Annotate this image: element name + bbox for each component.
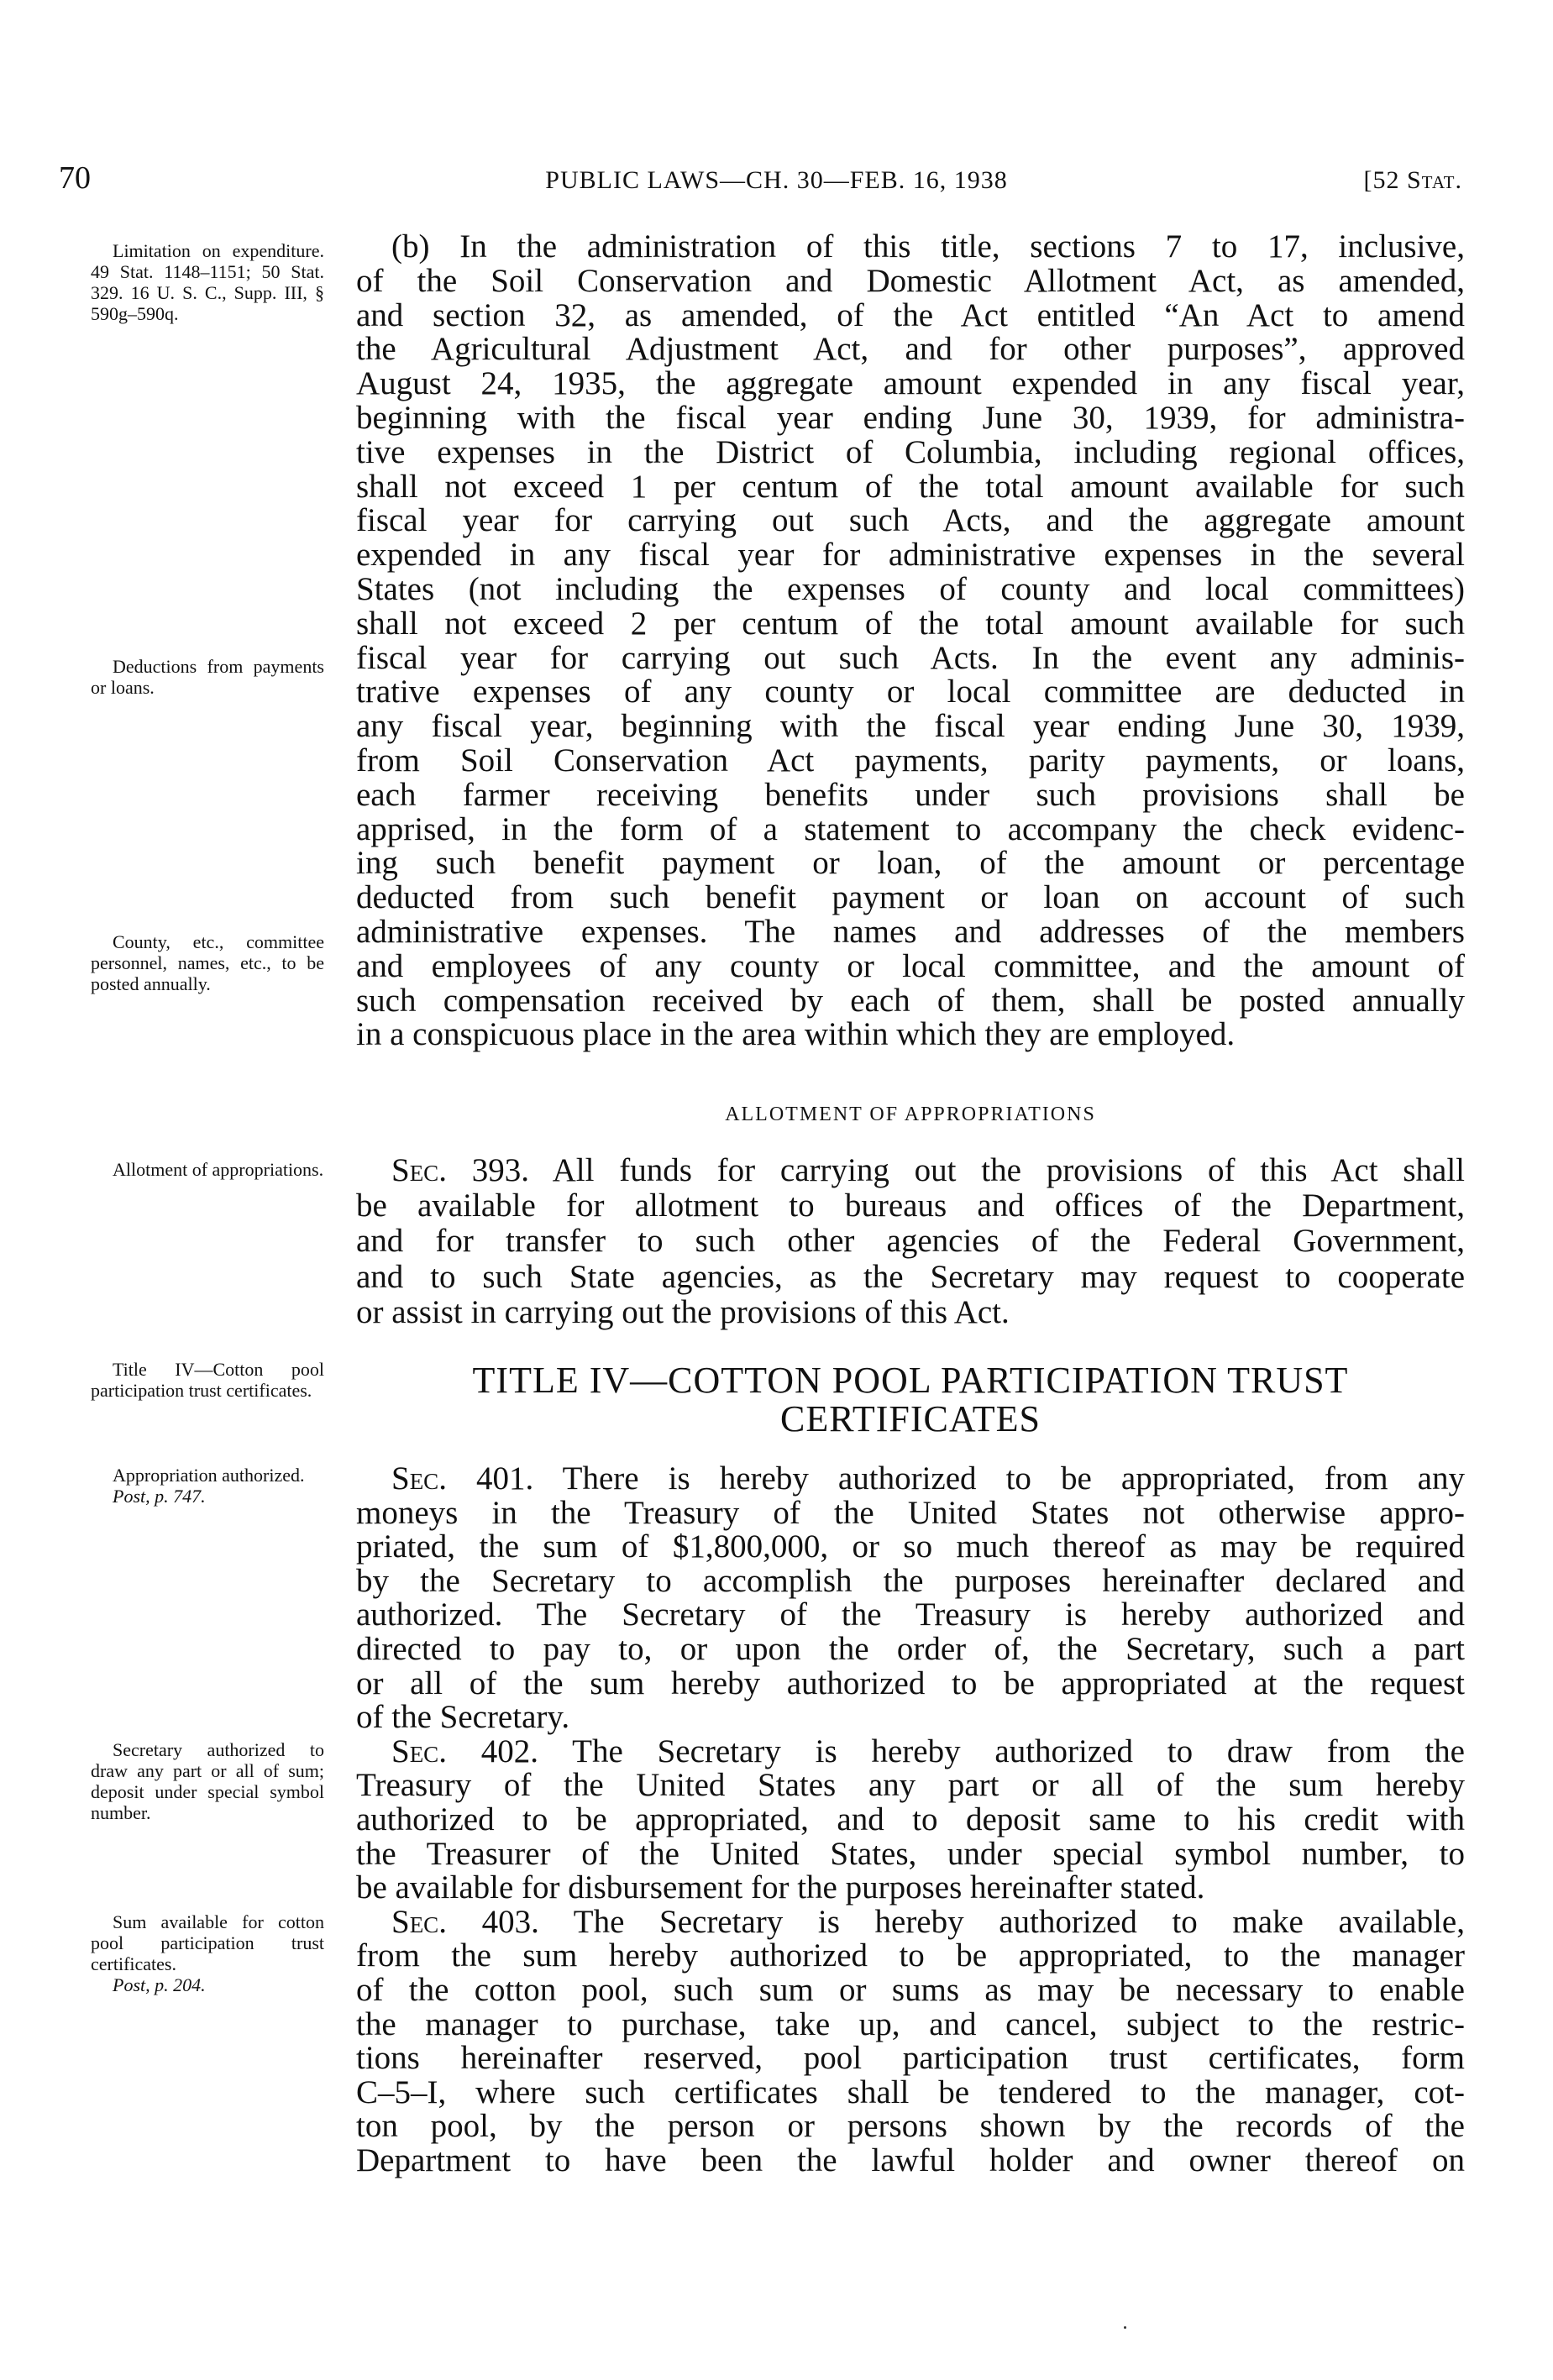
text-line: beginning with the fiscal year ending June 30, 1939, for administra- <box>356 400 1465 436</box>
text-line: and for transfer to such other agencies of the Federal Government, <box>356 1223 1465 1260</box>
text-line: or assist in carrying out the provisions of this Act. <box>356 1293 1010 1330</box>
text-line: ton pool, by the person or persons shown by the records of the <box>356 2108 1465 2145</box>
text-line: from the sum hereby authorized to be appropriated, to the manager <box>356 1937 1465 1974</box>
section-heading: ALLOTMENT OF APPROPRIATIONS <box>725 1104 1096 1125</box>
text-line: each farmer receiving benefits under such provisions shall be <box>356 776 1465 813</box>
margin-note <box>91 1911 324 1995</box>
text-line: ing such benefit payment or loan, of the amount or percentage <box>356 845 1465 882</box>
text-line: and section 32, as amended, of the Act entitled “An Act to amend <box>356 296 1465 333</box>
margin-note-text: Title IV—Cotton pool participation trust certificates. <box>91 1359 324 1401</box>
text-line: by the Secretary to accomplish the purposes hereinafter declared and <box>356 1562 1465 1599</box>
text-line: authorized. The Secretary of the Treasury is hereby authorized and <box>356 1596 1465 1633</box>
margin-note-text: Allotment of appropriations. <box>113 1159 324 1180</box>
page-number: 70 <box>59 160 91 196</box>
text-line: Sec. 403. The Secretary is hereby authorized to make available, <box>391 1903 1465 1940</box>
text-line: tive expenses in the District of Columbia, including regional offices, <box>356 433 1465 470</box>
margin-note-text: Appropriation authorized. <box>113 1465 305 1486</box>
margin-note <box>91 1159 324 1180</box>
text-line: August 24, 1935, the aggregate amount expended in any fiscal year, <box>356 365 1465 402</box>
section-number: Sec. 393. <box>391 1152 529 1188</box>
text-line: (b) In the administration of this title, sections 7 to 17, inclusive, <box>391 228 1465 265</box>
text-line: C–5–I, where such certificates shall be tendered to the manager, cot- <box>356 2073 1465 2110</box>
text-line: in a conspicuous place in the area within which they are employed. <box>356 1016 1236 1053</box>
margin-note-text: Deductions from payments or loans. <box>91 656 324 698</box>
text-line: any fiscal year, beginning with the fiscal year ending June 30, 1939, <box>356 708 1465 745</box>
text-line: moneys in the Treasury of the United States not otherwise appro- <box>356 1494 1465 1531</box>
margin-note <box>91 1359 324 1401</box>
margin-note-text: Secretary authorized to draw any part or all of sum; deposit under special symbol number. <box>91 1739 324 1823</box>
margin-note-cross-reference: Post, p. 204. <box>113 1974 206 1995</box>
text-line: priated, the sum of $1,800,000, or so much thereof as may be required <box>356 1528 1465 1565</box>
text-line: fiscal year for carrying out such Acts, and the aggregate amount <box>356 502 1465 539</box>
margin-note <box>91 656 324 698</box>
text-line: Sec. 401. There is hereby authorized to be appropriated, from any <box>391 1460 1465 1497</box>
section-number: Sec. 402. <box>391 1733 539 1769</box>
text-line: directed to pay to, or upon the order of, the Secretary, such a part <box>356 1631 1465 1667</box>
margin-note-text: County, etc., committee personnel, names, etc., to be posted annually. <box>91 931 324 994</box>
section-number: Sec. 401. <box>391 1460 534 1497</box>
text-line: Treasury of the United States any part or all of the sum hereby <box>356 1767 1465 1804</box>
text-line: apprised, in the form of a statement to accompany the check evidenc- <box>356 810 1465 847</box>
text-line: and to such State agencies, as the Secretary may request to cooperate <box>356 1258 1465 1295</box>
text-line: the Treasurer of the United States, under special symbol number, to <box>356 1835 1465 1872</box>
text-line: Department to have been the lawful holder and owner thereof on <box>356 2142 1465 2178</box>
text-line: shall not exceed 2 per centum of the total amount available for such <box>356 605 1465 642</box>
text-line: authorized to be appropriated, and to deposit same to his credit with <box>356 1801 1465 1837</box>
margin-note <box>91 1465 324 1507</box>
print-speck <box>1124 2326 1126 2329</box>
text-line: administrative expenses. The names and addresses of the members <box>356 914 1465 950</box>
margin-note <box>91 240 324 324</box>
text-line: trative expenses of any county or local committee are deducted in <box>356 674 1465 710</box>
text-line: be available for allotment to bureaus and offices of the Department, <box>356 1187 1465 1224</box>
title-heading-line-2: CERTIFICATES <box>779 1398 1041 1439</box>
text-line: Sec. 402. The Secretary is hereby authorized to draw from the <box>391 1733 1465 1769</box>
text-line: be available for disbursement for the purposes hereinafter stated. <box>356 1869 1205 1906</box>
text-line: from Soil Conservation Act payments, parity payments, or loans, <box>356 742 1465 778</box>
text-line: the manager to purchase, take up, and cancel, subject to the restric- <box>356 2005 1465 2042</box>
title-heading-line-1: TITLE IV—COTTON POOL PARTICIPATION TRUST <box>472 1360 1349 1401</box>
text-line: tions hereinafter reserved, pool participation trust certificates, form <box>356 2040 1465 2077</box>
text-line: or all of the sum hereby authorized to be appropriated at the request <box>356 1664 1465 1701</box>
text-line: expended in any fiscal year for administrative expenses in the several <box>356 537 1465 574</box>
text-line: deducted from such benefit payment or loan on account of such <box>356 879 1465 916</box>
margin-note-text: Limitation on expenditure. 49 Stat. 1148–1151; 50 Stat. 329. 16 U. S. C., Supp. III, § 590g–590q. <box>91 240 324 324</box>
text-line: of the cotton pool, such sum or sums as may be necessary to enable <box>356 1972 1465 2008</box>
text-line: of the Secretary. <box>356 1699 570 1736</box>
running-head: PUBLIC LAWS—CH. 30—FEB. 16, 1938 <box>545 166 1008 194</box>
text-line: of the Soil Conservation and Domestic Allotment Act, as amended, <box>356 262 1465 299</box>
margin-note-cross-reference: Post, p. 747. <box>113 1486 206 1507</box>
text-line: shall not exceed 1 per centum of the total amount available for such <box>356 468 1465 505</box>
margin-note-text: Sum available for cotton pool participation trust certificates. <box>91 1911 324 1974</box>
margin-note <box>91 1739 324 1823</box>
text-line: Sec. 393. All funds for carrying out the provisions of this Act shall <box>391 1152 1465 1188</box>
margin-note <box>91 931 324 994</box>
text-line: and employees of any county or local committee, and the amount of <box>356 947 1465 984</box>
text-line: States (not including the expenses of county and local committees) <box>356 571 1465 607</box>
text-line: such compensation received by each of them, shall be posted annually <box>356 982 1465 1019</box>
text-line: fiscal year for carrying out such Acts. In the event any adminis- <box>356 639 1465 676</box>
section-number: Sec. 403. <box>391 1903 539 1940</box>
text-line: the Agricultural Adjustment Act, and for other purposes”, approved <box>356 331 1465 368</box>
volume-reference: [52 Stat. <box>1363 166 1462 194</box>
